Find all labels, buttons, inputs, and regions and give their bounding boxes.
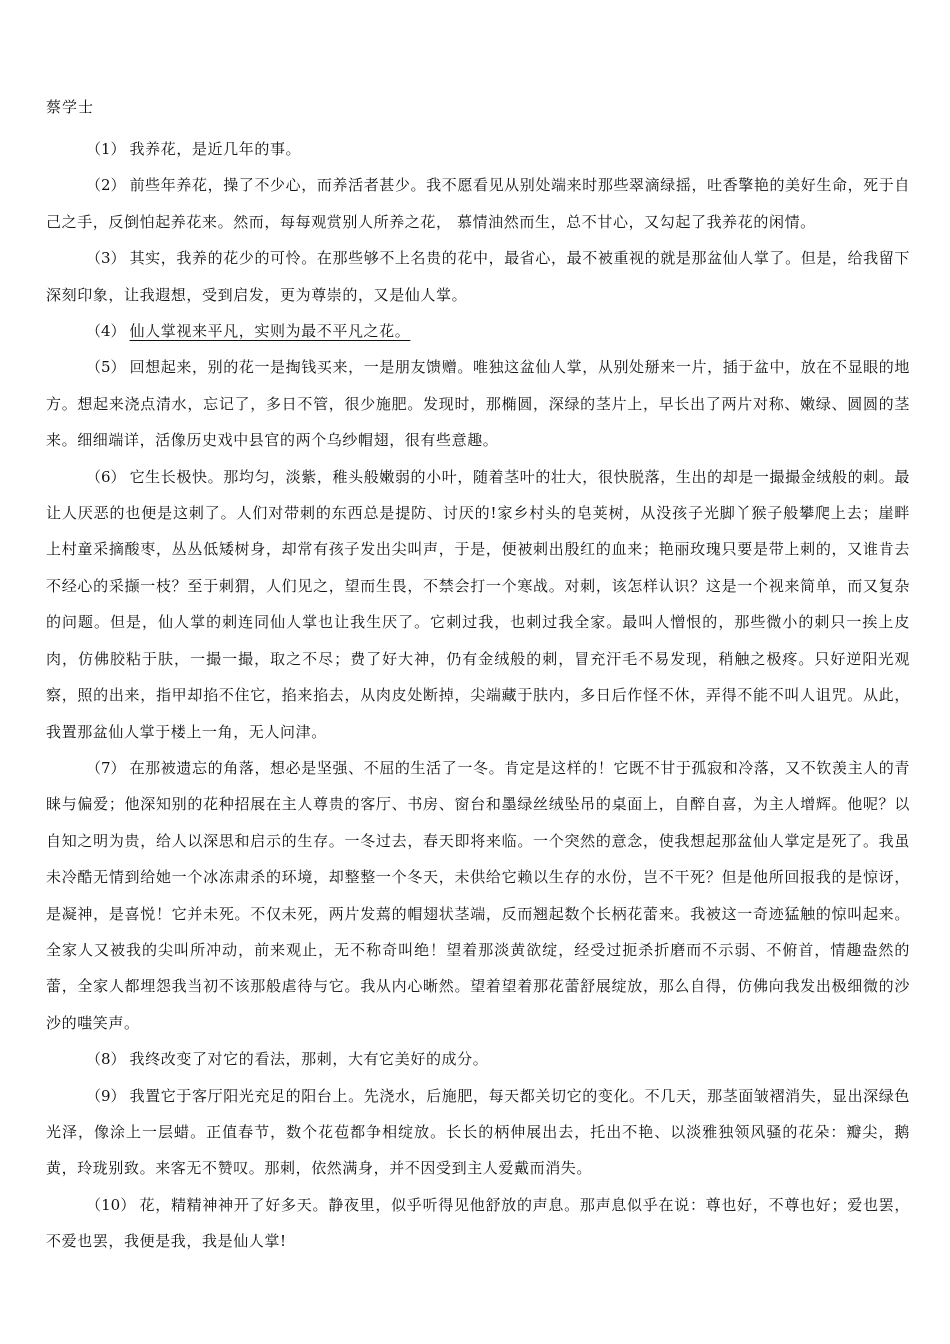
paragraph-3 [46,240,910,313]
paragraph-text: 花，精精神神开了好多天。静夜里，似乎听得见他舒放的声息。那声息似乎在说：尊也好，不尊也好；爱也罢，不爱也罢，我便是我，我是仙人掌! [46,1195,911,1251]
document-page [46,97,910,1260]
paragraph-text: 前些年养花，操了不少心，而养活者甚少。我不愿看见从别处端来时那些翠滴绿摇，吐香擎艳的美好生命，死于自己之手，反倒怕起养花来。然而，每每观赏别人所养之花， 慕情油然而生，总不甘心，又勾起了我养花的闲情。 [46,176,910,231]
paragraph-5 [46,349,910,458]
paragraph-number: （6） [86,467,126,486]
underlined-key-sentence: 仙人掌视来平凡，实则为最不平凡之花。 [129,322,411,341]
paragraph-1 [46,131,910,167]
paragraph-7 [46,750,910,1041]
paragraph-number: （3） [86,249,126,268]
paragraph-text: 我养花，是近几年的事。 [129,140,302,158]
paragraph-text: 我终改变了对它的看法，那刺，大有它美好的成分。 [129,1050,489,1069]
paragraph-number: （9） [86,1086,126,1105]
author-name: 蔡学士 [46,98,95,116]
paragraph-number: （4） [86,322,126,341]
paragraph-number: （7） [86,758,126,777]
paragraph-text: 在那被遗忘的角落，想必是坚强、不屈的生活了一冬。肯定是这样的！它既不甘于孤寂和冷落，又不钦羡主人的青睐与偏爱；他深知别的花种招展在主人尊贵的客厅、书房、窗台和墨绿丝绒坠吊的桌面上，自醉自喜，为主人增辉。他呢？以自知之明为贵，给人以深思和启示的生存。一冬过去，春天即将来临。一个突然的意念，使我想起那盆仙人掌定是死了。我虽未冷酷无情到给她一个冰冻肃杀的环境，却整整一个冬天，未供给它赖以生存的水份，岂不干死？但是他所回报我的是惊讶，是凝神，是喜悦！它并未死。不仅未死，两片发蔫的帽翅状茎端，反而翘起数个长柄花蕾来。我被这一奇迹猛触的惊叫起来。全家人又被我的尖叫所冲动，前来观止，无不称奇叫绝！望着那淡黄欲绽，经受过扼杀折磨而不示弱、不俯首，情趣盎然的蕾，全家人都埋怨我当初不该那般虐待与它。我从内心晰然。望着望着那花蕾舒展绽放，那么自得，仿佛向我发出极细微的沙沙的嗤笑声。 [46,758,910,1032]
paragraph-text: 我置它于客厅阳光充足的阳台上。先浇水，后施肥，每天都关切它的变化。不几天，那茎面皱褶消失，显出深绿色光泽，像涂上一层蜡。正值春节，数个花苞都争相绽放。长长的柄伸展出去，托出不艳、以淡雅独领风骚的花朵：瓣尖，鹅黄，玲珑别致。来客无不赞叹。那刺，依然满身，并不因受到主人爱戴而消失。 [46,1086,910,1178]
paragraph-6 [46,459,910,750]
paragraph-text: 其实，我养的花少的可怜。在那些够不上名贵的花中，最省心，最不被重视的就是那盆仙人掌了。但是，给我留下深刻印象，让我遐想，受到启发，更为尊崇的，又是仙人掌。 [46,249,910,304]
paragraph-number: （10） [86,1195,136,1214]
paragraph-4 [46,313,910,349]
paragraph-number: （5） [86,358,126,377]
paragraph-9 [46,1078,910,1187]
paragraph-2 [46,167,910,240]
paragraph-8 [46,1041,910,1077]
paragraph-number: （8） [86,1050,126,1069]
paragraph-text: 它生长极快。那均匀，淡紫，稚头般嫩弱的小叶，随着茎叶的壮大，很快脱落，生出的却是一撮撮金绒般的刺。最让人厌恶的也便是这刺了。人们对带刺的东西总是提防、讨厌的!家乡村头的皂荚树，从没孩子光脚丫猴子般攀爬上去；崖畔上村童采摘酸枣，丛丛低矮树身，却常有孩子发出尖叫声，于是，便被刺出殷红的血来；艳丽玫瑰只要是带上刺的，又谁肯去不经心的采撷一枝？至于刺猬，人们见之，望而生畏，不禁会打一个寒战。对刺，该怎样认识？这是一个视来简单，而又复杂的问题。但是，仙人掌的刺连同仙人掌也让我生厌了。它刺过我，也刺过我全家。最叫人憎恨的，那些微小的刺只一挨上皮肉，仿佛胶粘于肤，一撮一撮，取之不尽；费了好大神，仍有金绒般的刺，冒充汗毛不易发现，稍触之极疼。只好逆阳光观察，照的出来，指甲却掐不住它，掐来掐去，从肉皮处断掉，尖端藏于肤内，多日后作怪不休，弄得不能不叫人诅咒。从此，我置那盆仙人掌于楼上一角，无人问津。 [46,467,910,741]
paragraph-number: （1） [86,140,126,158]
paragraph-10 [46,1187,910,1260]
paragraph-number: （2） [86,176,126,195]
paragraph-text: 回想起来，别的花一是掏钱买来，一是朋友馈赠。唯独这盆仙人掌，从别处掰来一片，插于盆中，放在不显眼的地方。想起来浇点清水，忘记了，多日不管，很少施肥。发现时，那椭圆，深绿的茎片上，早长出了两片对称、嫩绿、圆圆的茎来。细细端详，活像历史戏中县官的两个乌纱帽翅，很有些意趣。 [46,358,910,450]
